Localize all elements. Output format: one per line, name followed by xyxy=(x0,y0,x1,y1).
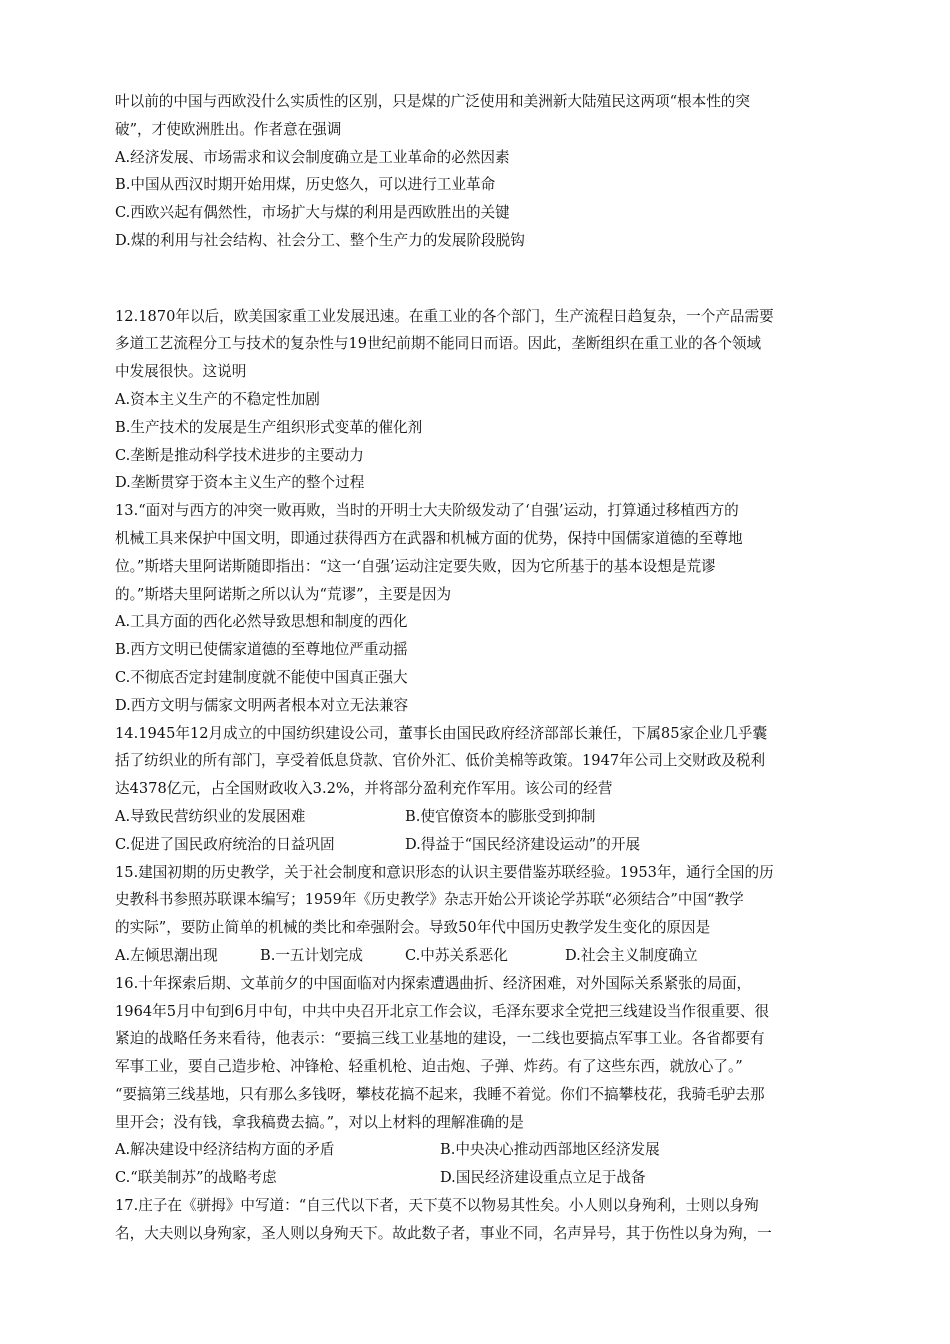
question-stem-line: 军事工业，要自己造步枪、冲锋枪、轻重机枪、迫击炮、子弹、炸药。有了这些东西，就放心了。” xyxy=(115,1058,743,1076)
option-row xyxy=(115,1136,870,1164)
option-d: D.社会主义制度确立 xyxy=(565,946,698,964)
option-c: C.促进了国民政府统治的日益巩固 xyxy=(115,835,335,853)
question-stem-line: 位。”斯塔夫里阿诺斯随即指出：“这一‘自强’运动注定要失败，因为它所基于的基本设想是荒谬 xyxy=(115,557,716,575)
option-d: D.煤的利用与社会结构、社会分工、整个生产力的发展阶段脱钩 xyxy=(115,231,525,249)
question-stem-line: 破”，才使欧洲胜出。作者意在强调 xyxy=(115,120,342,138)
question-11 xyxy=(115,88,870,255)
option-d: D.得益于“国民经济建设运动”的开展 xyxy=(405,835,641,853)
option-c: C.“联美制苏”的战略考虑 xyxy=(115,1169,277,1187)
option-c: C.垄断是推动科学技术进步的主要动力 xyxy=(115,446,364,464)
option-c: C.中苏关系恶化 xyxy=(405,946,508,964)
question-stem-line: 名，大夫则以身殉家，圣人则以身殉天下。故此数子者，事业不同，名声异号，其于伤性以身为殉，一 xyxy=(115,1224,772,1242)
option-row xyxy=(115,803,870,831)
question-stem-line: 的。”斯塔夫里阿诺斯之所以认为“荒谬”，主要是因为 xyxy=(115,585,452,603)
option-c: C.西欧兴起有偶然性，市场扩大与煤的利用是西欧胜出的关键 xyxy=(115,204,510,222)
option-row xyxy=(115,831,870,859)
question-stem-line: 史教科书参照苏联课本编写；1959年《历史教学》杂志开始公开谈论学苏联“必须结合”中国“教学 xyxy=(115,891,744,909)
question-stem-line: 达4378亿元，占全国财政收入3.2%，并将部分盈利充作军用。该公司的经营 xyxy=(115,780,613,798)
question-stem-line: “要搞第三线基地，只有那么多钱呀，攀枝花搞不起来，我睡不着觉。你们不搞攀枝花，我骑毛驴去那 xyxy=(115,1085,765,1103)
question-17 xyxy=(115,1192,870,1248)
option-a: A.导致民营纺织业的发展困难 xyxy=(115,807,306,825)
option-b: B.一五计划完成 xyxy=(260,946,363,964)
question-15 xyxy=(115,859,870,970)
exam-page xyxy=(115,88,870,1248)
option-row xyxy=(115,1164,870,1192)
option-b: B.中央决心推动西部地区经济发展 xyxy=(440,1141,660,1159)
option-a: A.资本主义生产的不稳定性加剧 xyxy=(115,390,320,408)
option-c: C.不彻底否定封建制度就不能使中国真正强大 xyxy=(115,668,408,686)
question-16 xyxy=(115,970,870,1192)
question-stem-line: 17.庄子在《骈拇》中写道：“自三代以下者，天下莫不以物易其性矣。小人则以身殉利，士则以身殉 xyxy=(115,1197,759,1215)
question-stem-line: 的实际”，要防止简单的机械的类比和牵强附会。导致50年代中国历史教学发生变化的原因是 xyxy=(115,919,711,937)
question-stem-line: 紧迫的战略任务来看待，他表示：“要搞三线工业基地的建设，一二线也要搞点军事工业。各省都要有 xyxy=(115,1030,765,1048)
question-stem-line: 里开会；没有钱，拿我稿费去搞。”，对以上材料的理解准确的是 xyxy=(115,1113,524,1131)
option-b: B.生产技术的发展是生产组织形式变革的催化剂 xyxy=(115,418,423,436)
question-stem-line: 16.十年探索后期、文革前夕的中国面临对内探索遭遇曲折、经济困难，对外国际关系紧张的局面， xyxy=(115,974,752,992)
option-d: D.西方文明与儒家文明两者根本对立无法兼容 xyxy=(115,696,409,714)
question-12 xyxy=(115,303,870,498)
option-a: A.解决建设中经济结构方面的矛盾 xyxy=(115,1141,335,1159)
question-stem-line: 13.“面对与西方的冲突一败再败，当时的开明士大夫阶级发动了‘自强’运动，打算通过移植西方的 xyxy=(115,502,739,520)
question-stem-line: 12.1870年以后，欧美国家重工业发展迅速。在重工业的各个部门，生产流程日趋复杂，一个产品需要 xyxy=(115,307,774,325)
option-a: A.工具方面的西化必然导致思想和制度的西化 xyxy=(115,613,408,631)
question-stem-line: 15.建国初期的历史教学，关于社会制度和意识形态的认识主要借鉴苏联经验。1953年，通行全国的历 xyxy=(115,863,774,881)
question-stem-line: 括了纺织业的所有部门，享受着低息贷款、官价外汇、低价美棉等政策。1947年公司上交财政及税利 xyxy=(115,752,766,770)
option-b: B.中国从西汉时期开始用煤，历史悠久，可以进行工业革命 xyxy=(115,176,496,194)
option-b: B.使官僚资本的膨胀受到抑制 xyxy=(405,807,596,825)
blank-spacer xyxy=(115,283,870,303)
option-d: D.国民经济建设重点立足于战备 xyxy=(440,1169,646,1187)
question-stem-line: 叶以前的中国与西欧没什么实质性的区别，只是煤的广泛使用和美洲新大陆殖民这两项“根本性的突 xyxy=(115,93,750,110)
question-stem-line: 14.1945年12月成立的中国纺织建设公司，董事长由国民政府经济部部长兼任，下属85家企业几乎囊 xyxy=(115,724,768,742)
option-a: A.经济发展、市场需求和议会制度确立是工业革命的必然因素 xyxy=(115,148,510,166)
question-stem-line: 中发展很快。这说明 xyxy=(115,363,247,381)
option-b: B.西方文明已使儒家道德的至尊地位严重动摇 xyxy=(115,641,408,659)
option-a: A.左倾思潮出现 xyxy=(115,946,218,964)
question-stem-line: 1964年5月中旬到6月中旬，中共中央召开北京工作会议，毛泽东要求全党把三线建设当作很重要、很 xyxy=(115,1002,770,1020)
question-14 xyxy=(115,720,870,859)
question-stem-line: 机械工具来保护中国文明，即通过获得西方在武器和机械方面的优势，保持中国儒家道德的至尊地 xyxy=(115,529,743,547)
question-13 xyxy=(115,497,870,719)
option-row xyxy=(115,942,870,970)
blank-spacer xyxy=(115,255,870,283)
question-stem-line: 多道工艺流程分工与技术的复杂性与19世纪前期不能同日而语。因此，垄断组织在重工业的各个领域 xyxy=(115,335,762,353)
option-d: D.垄断贯穿于资本主义生产的整个过程 xyxy=(115,474,365,492)
